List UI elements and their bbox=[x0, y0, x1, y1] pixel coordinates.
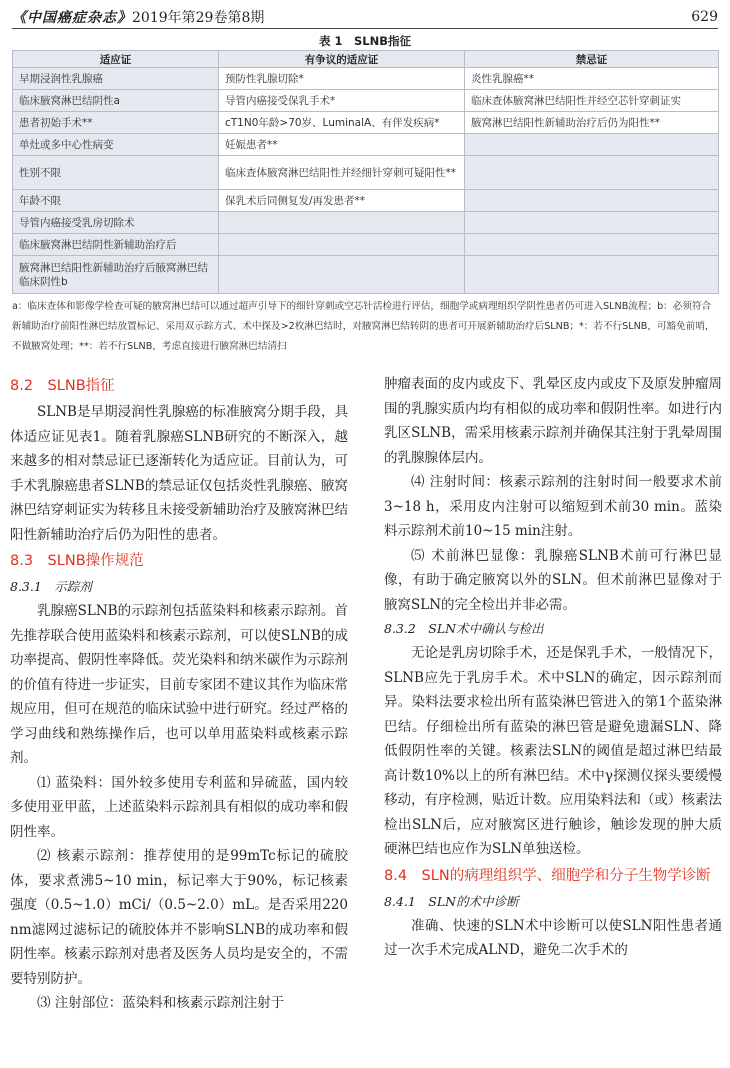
section-8-2-title: 8.2 SLNB指征 bbox=[10, 378, 115, 394]
radionuclide-paragraph: ⑵ 核素示踪剂：推荐使用的是99mTc标记的硫胶体，要求煮沸5~10 min，标记率大于90%，标记核素强度（0.5~1.0）mCi/（0.5~2.0）mL。是否采用220 nm滤网过滤标记的硫胶体并不影响SLNB的成功率和假阴性率。核素示踪剂对患者及医务人员均是安全的，不需要特别防护。 bbox=[10, 848, 348, 987]
table-row bbox=[13, 68, 719, 90]
table-caption: 表 1 SLNB指征 bbox=[318, 34, 411, 48]
table-row bbox=[13, 112, 719, 134]
table-cell: 腋窝淋巴结阳性新辅助治疗后腋窝淋巴结临床阴性b bbox=[13, 256, 219, 294]
table-cell bbox=[219, 234, 465, 256]
table-cell: 单灶或多中心性病变 bbox=[13, 134, 219, 156]
slnb-indications-table bbox=[12, 50, 719, 294]
table-footnote: a：临床查体和影像学检查可疑的腋窝淋巴结可以通过超声引导下的细针穿刺或空芯针活检进行评估，细胞学或病理组织学阴性患者仍可进入SLNB流程；b：必须符合新辅助治疗前阳性淋巴结放置标记、采用双示踪方式、术中探及>2枚淋巴结时，对腋窝淋巴结转阴的患者可开展新辅助治疗后SLNB；*：若不行SLNB，可豁免前哨，不做腋窝处理；**：若不行SLNB，考虑直接进行腋窝淋巴结清扫 bbox=[12, 301, 715, 352]
table-cell: 妊娠患者** bbox=[219, 134, 465, 156]
table-cell bbox=[219, 256, 465, 294]
table-row bbox=[13, 234, 719, 256]
table-cell bbox=[465, 190, 719, 212]
table-row bbox=[13, 256, 719, 294]
table-cell: 年龄不限 bbox=[13, 190, 219, 212]
table-cell: 炎性乳腺癌** bbox=[465, 68, 719, 90]
section-8-3-2-title: 8.3.2 SLN术中确认与检出 bbox=[384, 621, 544, 636]
table-cell: cT1N0年龄>70岁、LuminalA、有伴发疾病* bbox=[219, 112, 465, 134]
table-row bbox=[13, 190, 719, 212]
blue-dye-paragraph: ⑴ 蓝染料：国外较多使用专利蓝和异硫蓝，国内较多使用亚甲蓝，上述蓝染料示踪剂具有相似的成功率和假阴性率。 bbox=[10, 774, 348, 840]
section-8-2-paragraph: SLNB是早期浸润性乳腺癌的标准腋窝分期手段，具体适应证见表1。随着乳腺癌SLNB研究的不断深入，越来越多的相对禁忌证已逐渐转化为适应证。目前认为，可手术乳腺癌患者SLNB的禁忌证仅包括炎性乳腺癌、腋窝淋巴结穿刺证实为转移且未接受新辅助治疗及腋窝淋巴结阳性新辅助治疗后仍为阳性的患者。 bbox=[10, 404, 348, 543]
section-8-4-title: 8.4 SLN的病理组织学、细胞学和分子生物学诊断 bbox=[384, 867, 711, 884]
table-header-row bbox=[13, 51, 719, 68]
table-row bbox=[13, 134, 719, 156]
section-8-4-1-title: 8.4.1 SLN的术中诊断 bbox=[384, 893, 519, 909]
column-header-controversial: 有争议的适应证 bbox=[219, 51, 465, 68]
table-row bbox=[13, 90, 719, 112]
table-cell: 腋窝淋巴结阳性新辅助治疗后仍为阳性** bbox=[465, 112, 719, 134]
column-header-indication: 适应证 bbox=[13, 51, 219, 68]
table-cell bbox=[219, 212, 465, 234]
tracer-paragraph: 乳腺癌SLNB的示踪剂包括蓝染料和核素示踪剂。首先推荐联合使用蓝染料和核素示踪剂，可以使SLNB的成功率提高、假阴性率降低。荧光染料和纳米碳作为示踪剂的价值有待进一步证实，目前专家团不建议其作为临床常规应用，但可在规范的临床试验中进行研究。经过严格的学习曲线和熟练操作后，也可以单用蓝染料或核素示踪剂。 bbox=[10, 603, 348, 766]
intraoperative-diagnosis-paragraph: 准确、快速的SLN术中诊断可以使SLN阳性患者通过一次手术完成ALND，避免二次手术的 bbox=[384, 917, 722, 958]
table-cell: 患者初始手术** bbox=[13, 112, 219, 134]
injection-time-paragraph: ⑷ 注射时间：核素示踪剂的注射时间一般要求术前3~18 h，采用皮内注射可以缩短到术前30 min。蓝染料示踪剂术前10~15 min注射。 bbox=[384, 474, 722, 539]
table-cell: 临床查体腋窝淋巴结阳性并经空芯针穿刺证实 bbox=[465, 90, 719, 112]
left-column bbox=[10, 372, 348, 1016]
page-number: 629 bbox=[691, 9, 718, 25]
table-cell bbox=[465, 234, 719, 256]
issue-label: 2019年第29卷第8期 bbox=[132, 10, 265, 26]
journal-issue bbox=[12, 7, 264, 27]
table-cell bbox=[465, 256, 719, 294]
section-8-3-title: 8.3 SLNB操作规范 bbox=[10, 553, 144, 569]
column-header-contraindication: 禁忌证 bbox=[465, 51, 719, 68]
table-cell: 临床查体腋窝淋巴结阳性并经细针穿刺可疑阳性** bbox=[219, 156, 465, 190]
table-row bbox=[13, 212, 719, 234]
table-cell: 性别不限 bbox=[13, 156, 219, 190]
table-cell: 临床腋窝淋巴结阴性新辅助治疗后 bbox=[13, 234, 219, 256]
table-cell: 保乳术后同侧复发/再发患者** bbox=[219, 190, 465, 212]
section-8-3-1-title: 8.3.1 示踪剂 bbox=[10, 579, 92, 594]
header-rule bbox=[12, 28, 718, 29]
table-cell: 导管内癌接受乳房切除术 bbox=[13, 212, 219, 234]
table-cell: 导管内癌接受保乳手术* bbox=[219, 90, 465, 112]
table-row bbox=[13, 156, 719, 190]
table-cell bbox=[465, 212, 719, 234]
page-header bbox=[12, 6, 718, 28]
table-cell bbox=[465, 156, 719, 190]
lymphoscintigraphy-paragraph: ⑸ 术前淋巴显像：乳腺癌SLNB术前可行淋巴显像，有助于确定腋窝以外的SLN。但术前淋巴显像对于腋窝SLN的完全检出并非必需。 bbox=[384, 547, 722, 613]
right-column bbox=[384, 372, 722, 963]
intraoperative-detection-paragraph: 无论是乳房切除手术，还是保乳手术，一般情况下，SLNB应先于乳房手术。术中SLN的确定，因示踪剂而异。染料法要求检出所有蓝染淋巴管进入的第1个蓝染淋巴结。仔细检出所有蓝染的淋巴管是避免遗漏SLN、降低假阴性率的关键。核素法SLN的阈值是超过淋巴结最高计数10%以上的所有淋巴结。术中γ探测仪探头要缓慢移动，有序检测，贴近计数。应用染料法和（或）核素法检出SLN后，应对腋窝区进行触诊，触诊发现的肿大质硬淋巴结也应作为SLN单独送检。 bbox=[384, 645, 722, 857]
table-cell: 临床腋窝淋巴结阴性a bbox=[13, 90, 219, 112]
journal-title: 《中国癌症杂志》 bbox=[12, 10, 132, 26]
injection-site-continued: 肿瘤表面的皮内或皮下、乳晕区皮内或皮下及原发肿瘤周围的乳腺实质内均有相似的成功率和假阴性率。如进行内乳区SLNB，需采用核素示踪剂并确保其注射于乳晕周围的乳腺腺体层内。 bbox=[384, 376, 722, 466]
table-cell bbox=[465, 134, 719, 156]
injection-site-paragraph: ⑶ 注射部位：蓝染料和核素示踪剂注射于 bbox=[37, 995, 285, 1011]
table-cell: 预防性乳腺切除* bbox=[219, 68, 465, 90]
table-cell: 早期浸润性乳腺癌 bbox=[13, 68, 219, 90]
